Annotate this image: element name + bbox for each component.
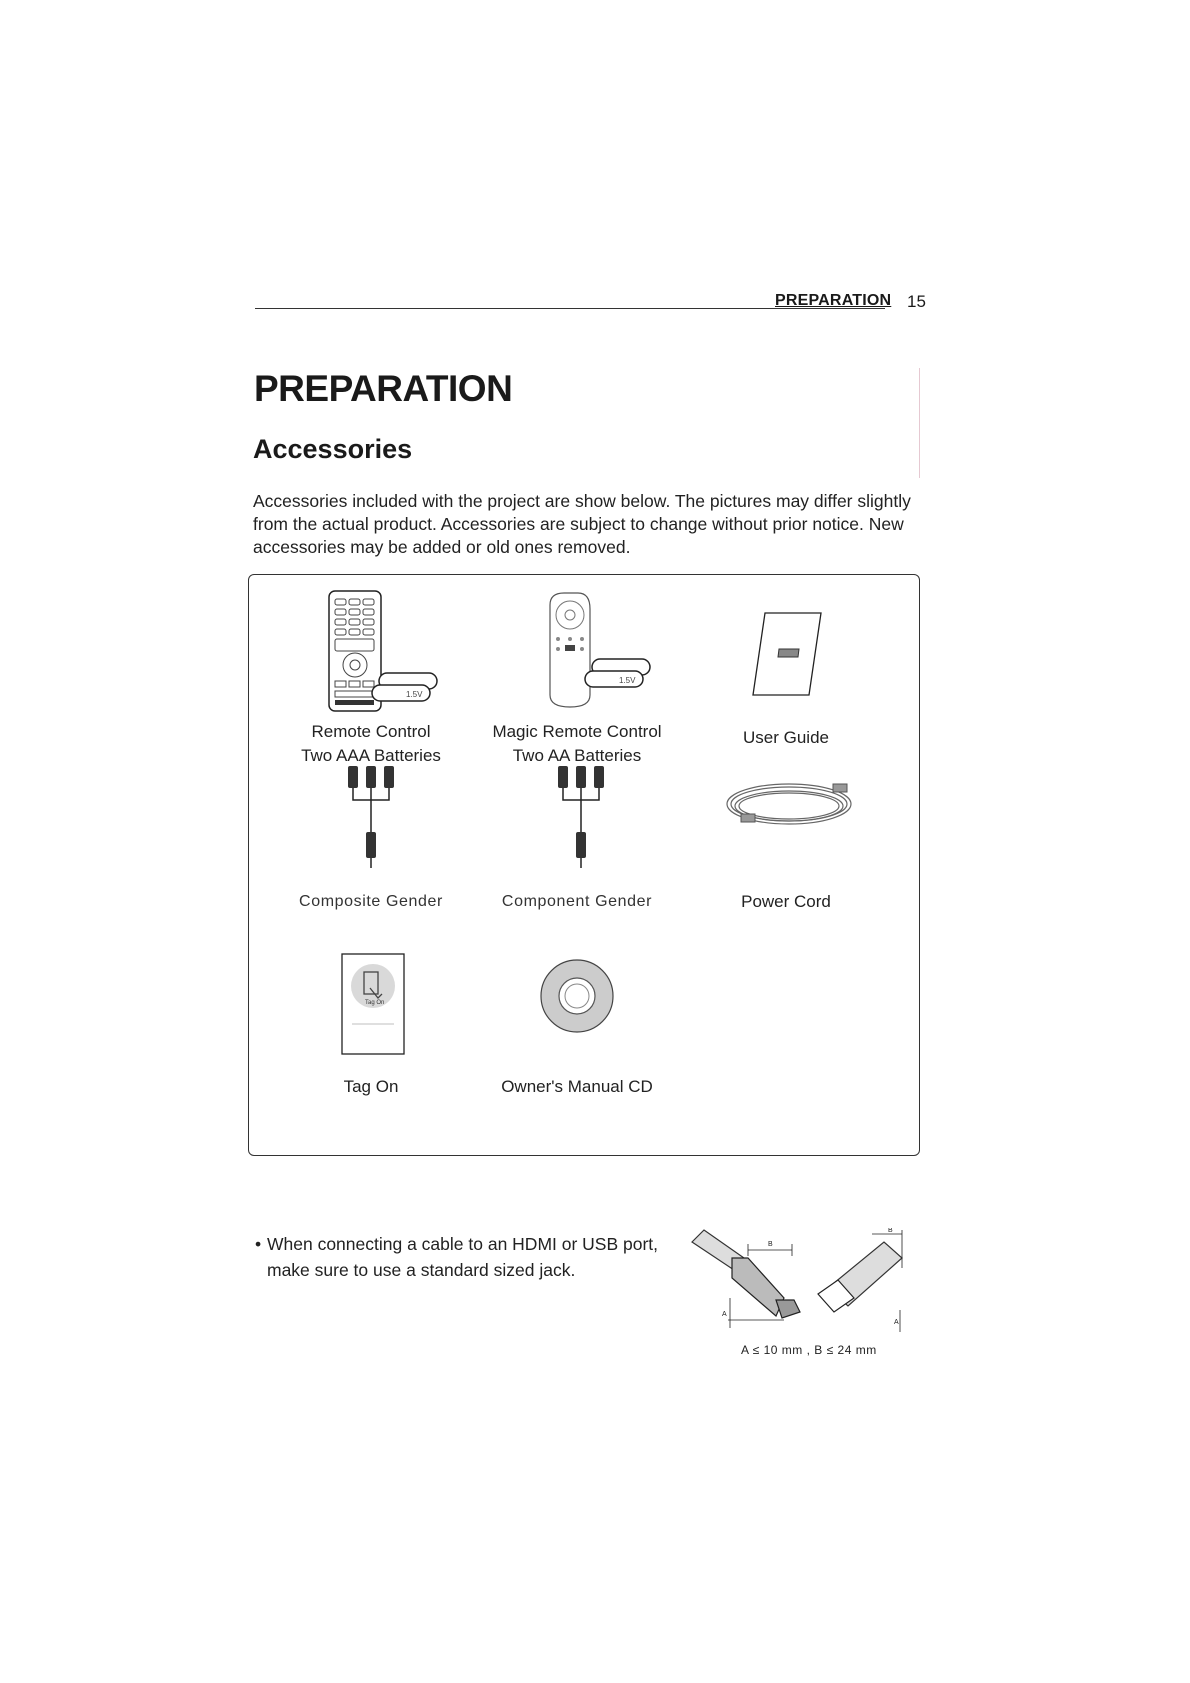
tag-on-icon (266, 948, 476, 1070)
accessory-remote-control (266, 585, 476, 768)
svg-text:B: B (768, 1241, 773, 1248)
accessory-owners-manual-cd (472, 948, 682, 1099)
jack-size-formula: A ≤ 10 mm , B ≤ 24 mm (741, 1343, 877, 1357)
accessory-tag-on (266, 948, 476, 1099)
svg-text:A: A (722, 1311, 727, 1318)
component-gender-icon (472, 760, 682, 885)
hdmi-jack-icon (692, 1230, 800, 1328)
header-section-title: PREPARATION (775, 292, 892, 309)
remote-control-icon (266, 585, 476, 715)
intro-paragraph: Accessories included with the project are show below. The pictures may differ slightly from the actual product. Accessories are subject to change without prior notice. New accessories may be added or old ones removed. (253, 491, 911, 557)
magic-remote-icon (472, 585, 682, 715)
jack-size-illustration (688, 1228, 918, 1340)
svg-text:B: B (888, 1228, 893, 1234)
magic-remote-batteries-label: Two AA Batteries (512, 746, 642, 765)
page-number: 15 (907, 292, 926, 311)
power-cord-label: Power Cord (741, 892, 831, 911)
svg-text:1.5V: 1.5V (619, 676, 636, 685)
hdmi-usb-note (255, 1231, 675, 1283)
composite-gender-icon (266, 760, 476, 885)
accessory-magic-remote (472, 585, 682, 768)
composite-gender-label: Composite Gender (299, 893, 443, 910)
margin-mark (919, 368, 920, 478)
user-guide-icon (681, 585, 891, 715)
svg-text:A: A (894, 1319, 899, 1326)
user-guide-label: User Guide (743, 728, 829, 747)
owners-manual-cd-label: Owner's Manual CD (501, 1077, 653, 1096)
remote-control-label: Remote Control (311, 722, 431, 741)
accessory-user-guide (681, 585, 891, 750)
power-cord-icon (681, 760, 891, 885)
remote-batteries-label: Two AAA Batteries (301, 746, 441, 765)
svg-text:Tag On: Tag On (365, 1000, 385, 1006)
cd-icon (472, 948, 682, 1070)
component-gender-label: Component Gender (501, 893, 653, 910)
bullet: • (255, 1234, 262, 1254)
page-title: PREPARATION (254, 368, 513, 409)
tag-on-label: Tag On (343, 1077, 399, 1096)
accessory-composite-gender (266, 760, 476, 914)
svg-text:1.5V: 1.5V (406, 690, 423, 699)
usb-jack-icon (818, 1228, 902, 1332)
accessory-component-gender (472, 760, 682, 914)
note-text: When connecting a cable to an HDMI or USB port, make sure to use a standard sized jack. (267, 1234, 659, 1280)
accessories-box (248, 574, 920, 1156)
accessory-power-cord (681, 760, 891, 914)
section-title: Accessories (253, 434, 413, 464)
magic-remote-label: Magic Remote Control (492, 722, 662, 741)
